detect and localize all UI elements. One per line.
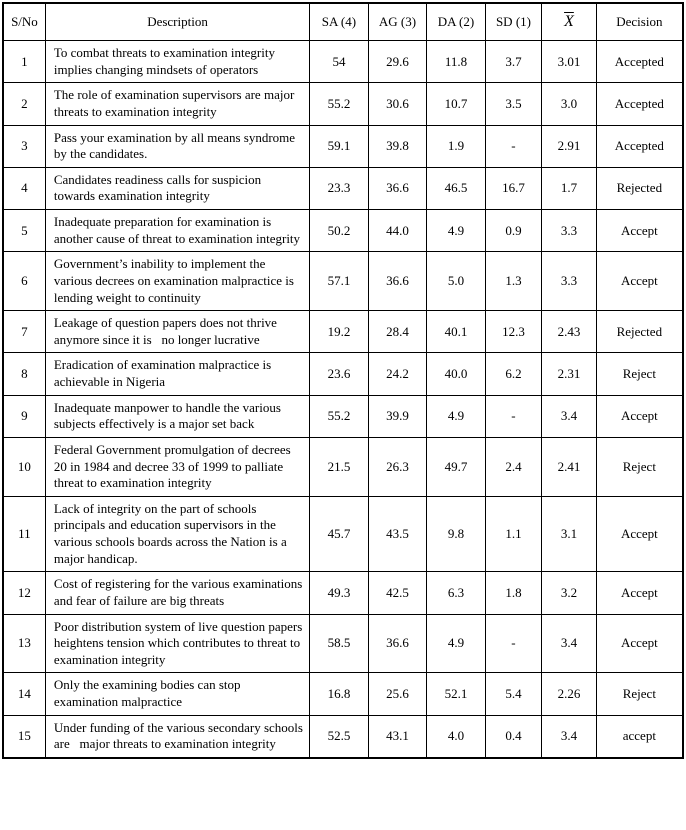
cell-sno: 9 [3,395,45,437]
cell-mean: 2.41 [542,437,596,496]
cell-sa: 23.3 [310,167,369,209]
cell-da: 6.3 [427,572,486,614]
cell-sa: 49.3 [310,572,369,614]
cell-decision: Rejected [596,167,683,209]
cell-decision: Accept [596,395,683,437]
cell-sno: 12 [3,572,45,614]
cell-mean: 2.31 [542,353,596,395]
table-row [3,572,683,614]
cell-sno: 7 [3,311,45,353]
cell-sno: 8 [3,353,45,395]
cell-da: 46.5 [427,167,486,209]
cell-mean: 3.0 [542,83,596,125]
cell-sd: - [485,395,541,437]
cell-description: Leakage of question papers does not thrive anymore since it is no longer lucrative [45,311,309,353]
cell-sd: 1.1 [485,496,541,572]
cell-da: 4.9 [427,395,486,437]
cell-sno: 2 [3,83,45,125]
cell-ag: 36.6 [368,252,427,311]
cell-sd: 3.5 [485,83,541,125]
col-header-sd: SD (1) [485,3,541,41]
cell-description: Cost of registering for the various examinations and fear of failure are big threats [45,572,309,614]
cell-sa: 19.2 [310,311,369,353]
cell-sno: 1 [3,41,45,83]
cell-da: 4.9 [427,614,486,673]
cell-sa: 58.5 [310,614,369,673]
cell-ag: 43.5 [368,496,427,572]
cell-mean: 3.4 [542,715,596,758]
cell-sa: 57.1 [310,252,369,311]
cell-sno: 15 [3,715,45,758]
cell-sd: 12.3 [485,311,541,353]
cell-description: Lack of integrity on the part of schools principals and education supervisors in the various schools boards across the Nation is a major handicap. [45,496,309,572]
cell-decision: Accepted [596,125,683,167]
cell-sa: 16.8 [310,673,369,715]
table-row [3,167,683,209]
cell-ag: 25.6 [368,673,427,715]
cell-sd: - [485,614,541,673]
cell-mean: 3.2 [542,572,596,614]
cell-da: 40.1 [427,311,486,353]
table-header [3,3,683,41]
cell-sd: 6.2 [485,353,541,395]
cell-mean: 3.3 [542,252,596,311]
cell-ag: 39.9 [368,395,427,437]
table-row [3,715,683,758]
cell-sa: 59.1 [310,125,369,167]
cell-sa: 52.5 [310,715,369,758]
cell-ag: 30.6 [368,83,427,125]
cell-description: Only the examining bodies can stop examination malpractice [45,673,309,715]
cell-ag: 39.8 [368,125,427,167]
cell-sno: 3 [3,125,45,167]
cell-decision: Reject [596,353,683,395]
cell-mean: 2.26 [542,673,596,715]
col-header-sa: SA (4) [310,3,369,41]
cell-sd: - [485,125,541,167]
cell-sd: 1.8 [485,572,541,614]
cell-sd: 2.4 [485,437,541,496]
table-row [3,614,683,673]
cell-da: 11.8 [427,41,486,83]
cell-description: Inadequate preparation for examination is another cause of threat to examination integrity [45,210,309,252]
cell-description: To combat threats to examination integrity implies changing mindsets of operators [45,41,309,83]
cell-da: 9.8 [427,496,486,572]
cell-sa: 45.7 [310,496,369,572]
cell-decision: Accepted [596,83,683,125]
cell-sno: 6 [3,252,45,311]
col-header-description: Description [45,3,309,41]
table-row [3,673,683,715]
cell-da: 4.0 [427,715,486,758]
cell-sd: 0.9 [485,210,541,252]
table-row [3,437,683,496]
cell-mean: 3.3 [542,210,596,252]
cell-sno: 5 [3,210,45,252]
table-row [3,311,683,353]
cell-description: Candidates readiness calls for suspicion towards examination integrity [45,167,309,209]
cell-da: 52.1 [427,673,486,715]
table-row [3,210,683,252]
header-row [3,3,683,41]
cell-mean: 1.7 [542,167,596,209]
cell-sno: 14 [3,673,45,715]
cell-sno: 10 [3,437,45,496]
col-header-sno: S/No [3,3,45,41]
cell-decision: Accept [596,496,683,572]
cell-decision: Accepted [596,41,683,83]
col-header-da: DA (2) [427,3,486,41]
cell-description: Federal Government promulgation of decrees 20 in 1984 and decree 33 of 1999 to palliate threat to examination integrity [45,437,309,496]
cell-mean: 3.1 [542,496,596,572]
cell-mean: 3.4 [542,614,596,673]
cell-da: 1.9 [427,125,486,167]
cell-ag: 29.6 [368,41,427,83]
cell-sa: 50.2 [310,210,369,252]
cell-ag: 42.5 [368,572,427,614]
cell-ag: 24.2 [368,353,427,395]
cell-decision: accept [596,715,683,758]
cell-da: 49.7 [427,437,486,496]
cell-sno: 4 [3,167,45,209]
cell-sd: 16.7 [485,167,541,209]
cell-ag: 28.4 [368,311,427,353]
cell-ag: 36.6 [368,614,427,673]
table-row [3,395,683,437]
cell-sno: 11 [3,496,45,572]
cell-decision: Accept [596,252,683,311]
col-header-decision: Decision [596,3,683,41]
cell-decision: Reject [596,437,683,496]
cell-sa: 54 [310,41,369,83]
cell-ag: 36.6 [368,167,427,209]
cell-description: The role of examination supervisors are major threats to examination integrity [45,83,309,125]
table-row [3,496,683,572]
cell-da: 10.7 [427,83,486,125]
cell-ag: 44.0 [368,210,427,252]
cell-da: 5.0 [427,252,486,311]
cell-sa: 21.5 [310,437,369,496]
cell-description: Inadequate manpower to handle the various subjects effectively is a major set back [45,395,309,437]
cell-sa: 23.6 [310,353,369,395]
cell-sd: 3.7 [485,41,541,83]
cell-mean: 2.43 [542,311,596,353]
cell-decision: Accept [596,614,683,673]
cell-decision: Rejected [596,311,683,353]
cell-description: Government’s inability to implement the various decrees on examination malpractice is lending weight to continuity [45,252,309,311]
cell-decision: Reject [596,673,683,715]
x-bar-symbol: $\overline{X}$ [564,13,574,30]
cell-decision: Accept [596,210,683,252]
cell-mean: 3.01 [542,41,596,83]
table-row [3,41,683,83]
cell-description: Poor distribution system of live question papers heightens tension which contributes to threat to examination integrity [45,614,309,673]
cell-sa: 55.2 [310,395,369,437]
col-header-mean [542,3,596,41]
cell-mean: 2.91 [542,125,596,167]
cell-da: 40.0 [427,353,486,395]
cell-sd: 5.4 [485,673,541,715]
cell-mean: 3.4 [542,395,596,437]
table-row [3,252,683,311]
cell-ag: 43.1 [368,715,427,758]
cell-sno: 13 [3,614,45,673]
cell-sd: 1.3 [485,252,541,311]
cell-decision: Accept [596,572,683,614]
cell-sd: 0.4 [485,715,541,758]
survey-results-table [2,2,684,759]
cell-description: Under funding of the various secondary schools are major threats to examination integrity [45,715,309,758]
cell-description: Eradication of examination malpractice is achievable in Nigeria [45,353,309,395]
table-row [3,83,683,125]
cell-da: 4.9 [427,210,486,252]
col-header-ag: AG (3) [368,3,427,41]
table-body [3,41,683,758]
table-row [3,353,683,395]
cell-description: Pass your examination by all means syndrome by the candidates. [45,125,309,167]
table-row [3,125,683,167]
cell-ag: 26.3 [368,437,427,496]
cell-sa: 55.2 [310,83,369,125]
